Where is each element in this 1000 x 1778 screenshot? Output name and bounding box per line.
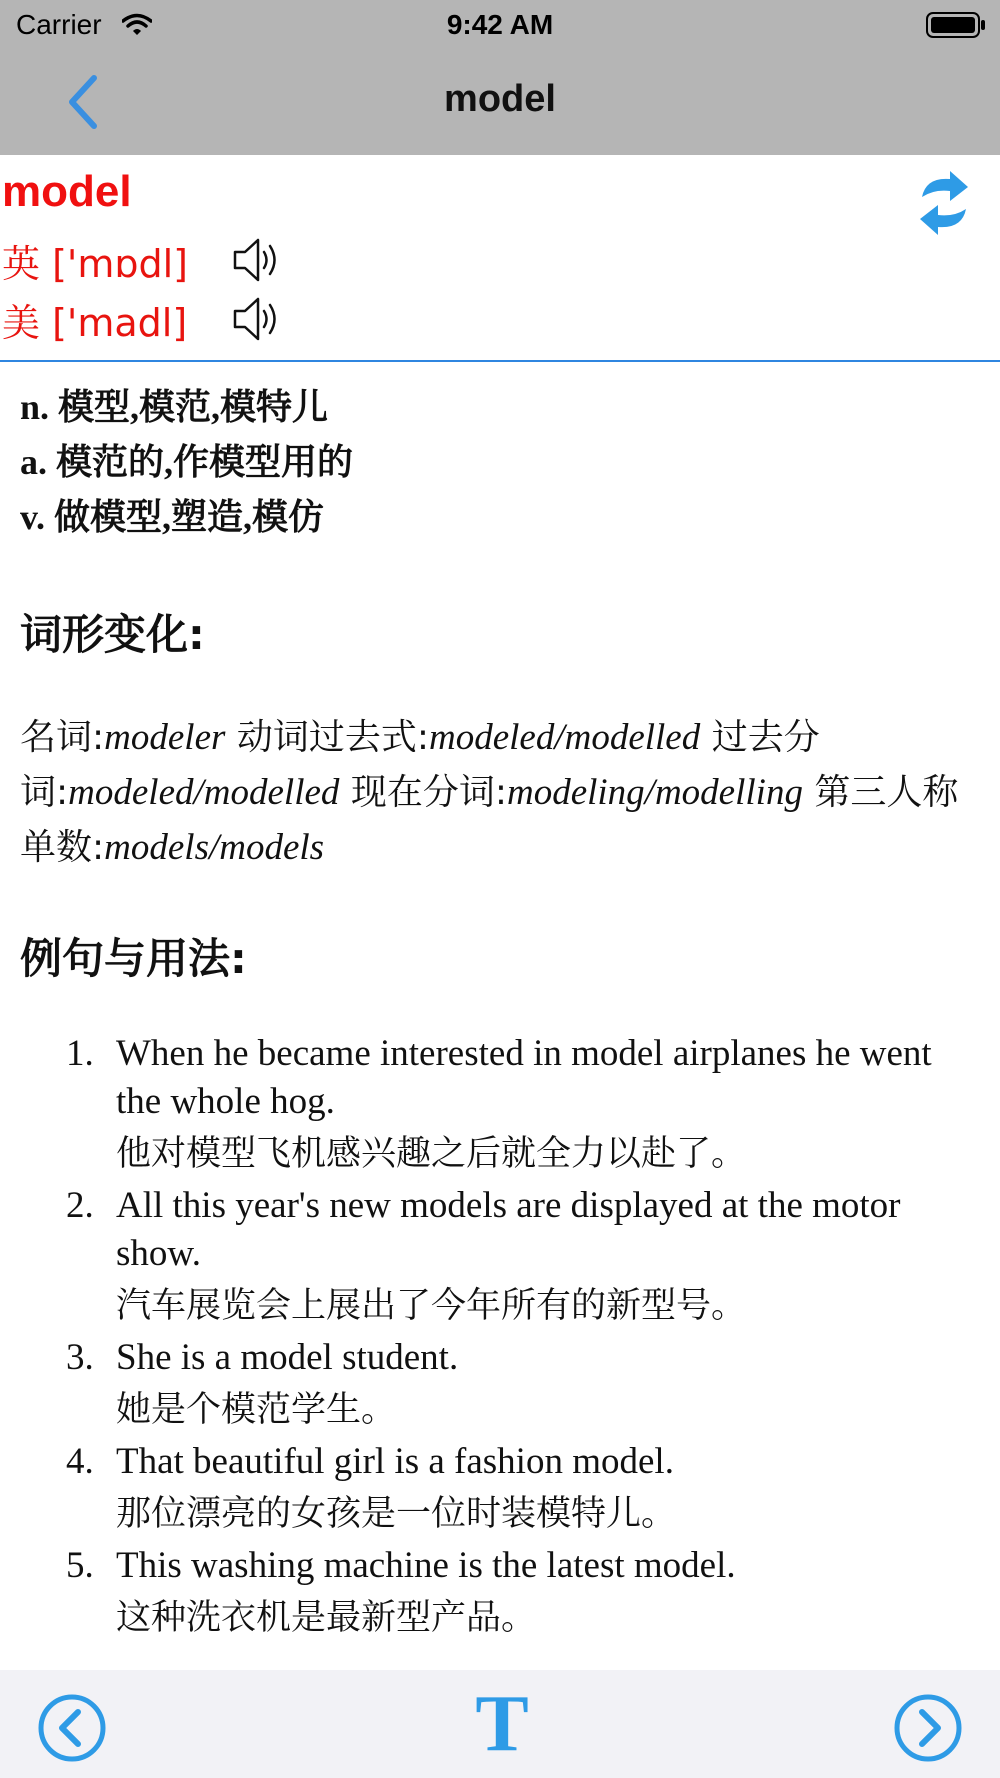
meaning-noun: n. 模型,模范,模特儿: [20, 387, 329, 427]
form-label: 名词:: [20, 717, 105, 758]
example-english: All this year's new models are displayed at the motor show.: [116, 1185, 901, 1274]
page-title: model: [444, 78, 556, 120]
word-forms: [20, 710, 980, 875]
form-value: modeled/modelled: [68, 772, 340, 813]
example-english: She is a model student.: [116, 1337, 459, 1378]
bottom-toolbar: [0, 1670, 1000, 1778]
example-item: [20, 1182, 980, 1334]
example-chinese: 汽车展览会上展出了今年所有的新型号。: [116, 1286, 747, 1326]
next-circle-icon: [892, 1692, 964, 1764]
example-english: This washing machine is the latest model.: [116, 1545, 736, 1586]
meaning-verb: v. 做模型,塑造,模仿: [20, 497, 325, 537]
uk-speaker-button[interactable]: [232, 235, 284, 285]
form-label: 过去分词:: [20, 717, 820, 813]
form-label: 动词过去式:: [236, 717, 429, 758]
example-chinese: 那位漂亮的女孩是一位时装模特儿。: [116, 1494, 677, 1534]
definition-content: [20, 380, 980, 1638]
refresh-icon: [916, 167, 972, 239]
example-number: 3.: [66, 1337, 94, 1378]
example-english: When he became interested in model airplanes he went the whole hog.: [116, 1033, 932, 1122]
example-chinese: 他对模型飞机感兴趣之后就全力以赴了。: [116, 1134, 747, 1174]
word-header: [0, 155, 1000, 360]
form-value: modeling/modelling: [506, 772, 803, 813]
speaker-icon: [232, 235, 284, 285]
refresh-button[interactable]: [916, 167, 972, 239]
us-speaker-button[interactable]: [232, 294, 284, 344]
previous-word-button[interactable]: [36, 1692, 108, 1764]
example-english: That beautiful girl is a fashion model.: [116, 1441, 674, 1482]
examples-section-title: 例句与用法:: [20, 934, 247, 983]
us-pronunciation: 美 ['madl]: [2, 301, 188, 345]
form-label: 现在分词:: [350, 772, 507, 813]
form-label: 第三人称单数:: [20, 772, 959, 868]
carrier-label: Carrier: [16, 9, 102, 40]
status-bar: [0, 0, 1000, 50]
example-number: 5.: [66, 1545, 94, 1586]
forms-section-title: 词形变化:: [20, 610, 205, 659]
example-item: [20, 1030, 980, 1182]
headword: model: [2, 167, 132, 216]
example-number: 2.: [66, 1185, 94, 1226]
form-value: models/models: [104, 827, 325, 868]
prev-circle-icon: [36, 1692, 108, 1764]
speaker-icon: [232, 294, 284, 344]
font-size-button[interactable]: T: [475, 1680, 529, 1768]
example-chinese: 她是个模范学生。: [116, 1390, 397, 1430]
example-number: 1.: [66, 1033, 94, 1074]
status-time: 9:42 AM: [446, 9, 554, 40]
next-word-button[interactable]: [892, 1692, 964, 1764]
navigation-bar: [0, 0, 1000, 155]
header-divider: [0, 360, 1000, 362]
form-value: modeler: [104, 717, 226, 758]
example-number: 4.: [66, 1441, 94, 1482]
form-value: modeled/modelled: [428, 717, 701, 758]
example-item: [20, 1334, 980, 1438]
battery-icon: [926, 12, 986, 42]
example-item: [20, 1438, 980, 1542]
examples-list: [20, 1030, 980, 1646]
meaning-adjective: a. 模范的,作模型用的: [20, 442, 354, 482]
example-item: [20, 1542, 980, 1646]
example-chinese: 这种洗衣机是最新型产品。: [116, 1598, 537, 1638]
uk-pronunciation: 英 ['mɒdl]: [2, 242, 188, 286]
